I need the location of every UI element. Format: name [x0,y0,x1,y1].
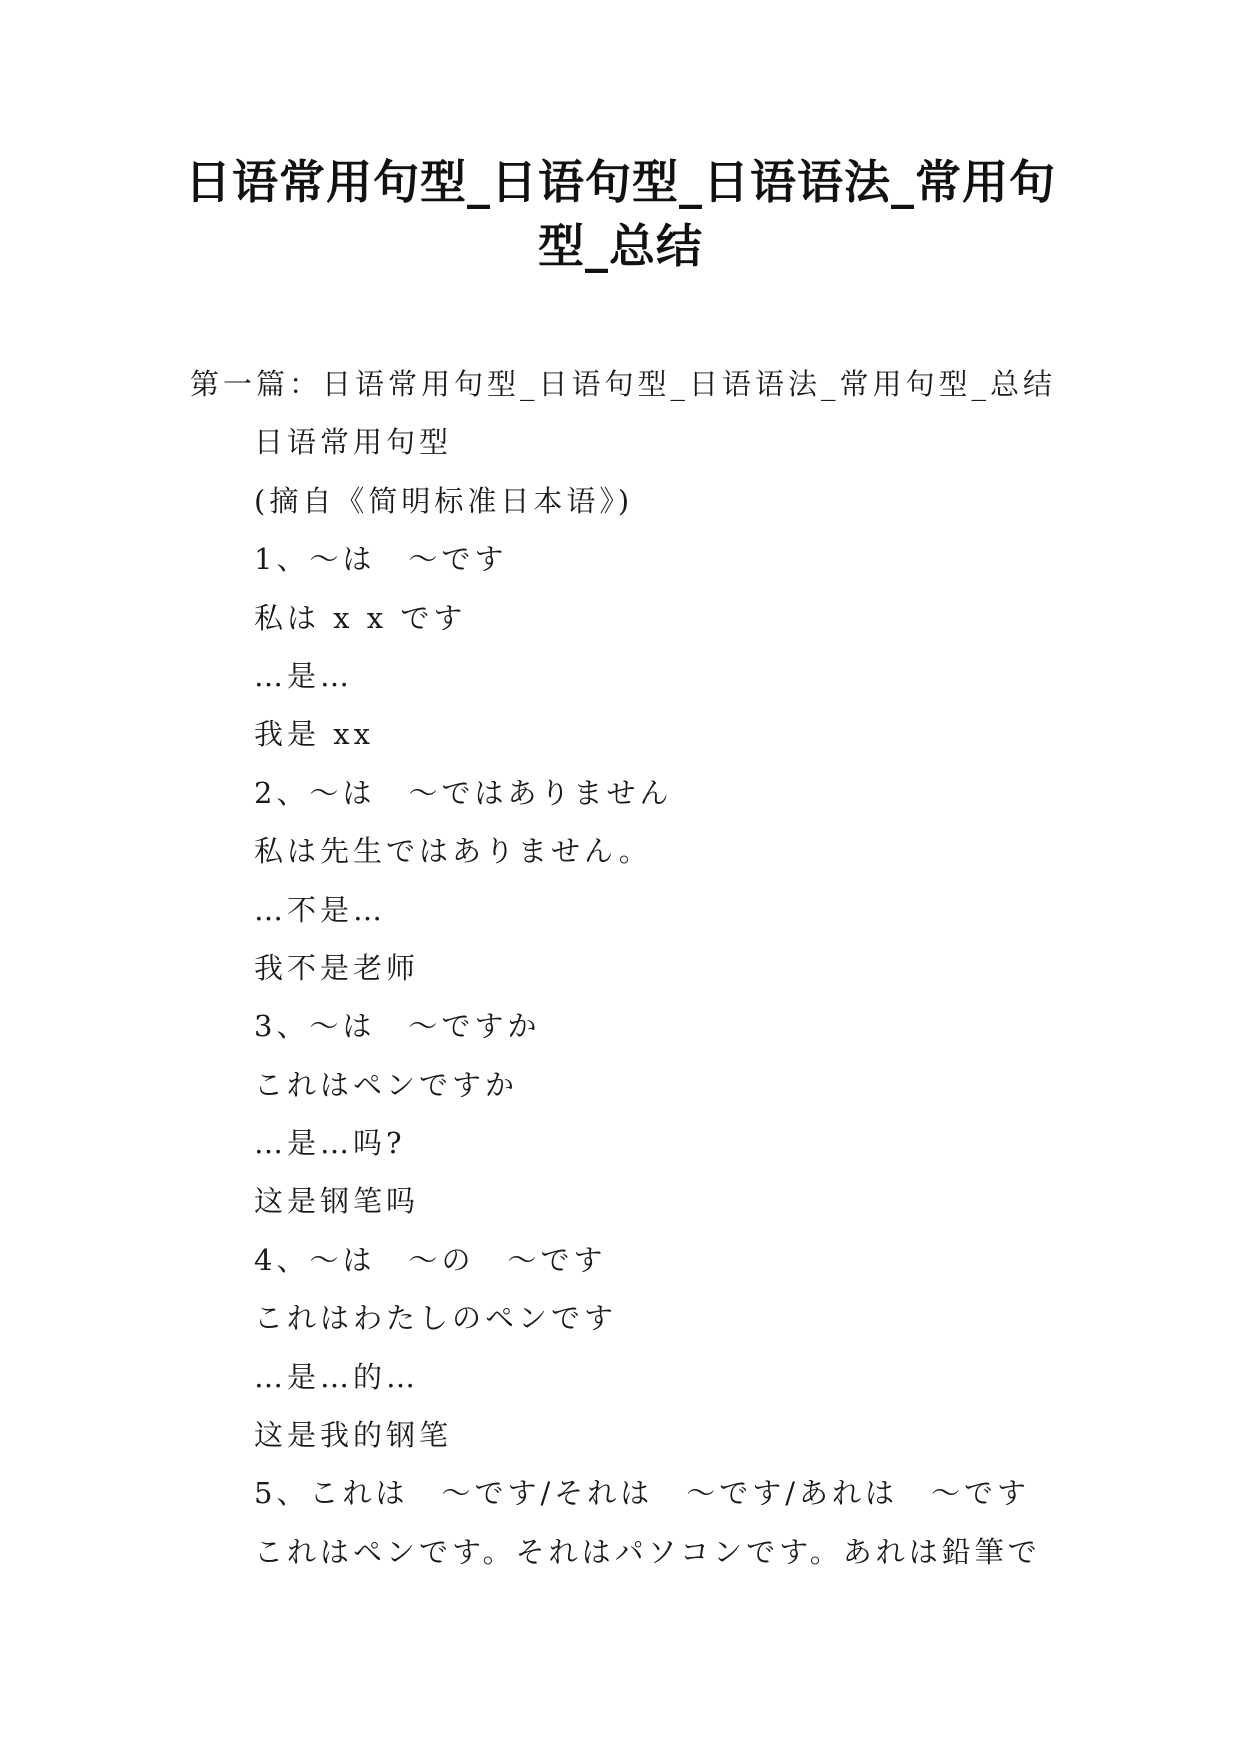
paragraph-line: 这是钢笔吗 [254,1184,420,1219]
title-line-2: 型_总结 [538,219,703,273]
paragraph-line: 私は先生ではありません。 [254,834,652,869]
paragraph-line: (摘自《简明标准日本语》) [254,483,634,518]
paragraph-line: 日语常用句型 [254,425,453,460]
paragraph-line: …是…的… [254,1359,420,1394]
paragraph-line: …是…吗? [254,1126,406,1161]
paragraph-line: 3、～は ～ですか [254,1009,541,1044]
paragraph-line: 5、これは ～です/それは ～です/あれは ～です [254,1476,1030,1511]
paragraph-line: …是… [254,658,354,693]
paragraph-line: 私は x x です [254,600,467,635]
paragraph-line: これはペンです。それはパソコンです。あれは鉛筆で [254,1534,1041,1569]
paragraph-line: これはわたしのペンです [254,1301,618,1336]
document-title [180,150,1061,278]
document-body [190,355,1070,1581]
section-heading: 第一篇：日语常用句型_日语句型_日语语法_常用句型_总结 [190,367,1057,401]
paragraph-line: …不是… [254,892,387,927]
paragraph-line: 我是 xx [254,717,374,752]
paragraph-line: これはペンですか [254,1067,519,1102]
paragraph-line: 4、～は ～の ～です [254,1242,607,1277]
paragraph-line: 1、～は ～です [254,542,508,577]
paragraph-line: 这是我的钢笔 [254,1418,453,1453]
paragraph-line: 我不是老师 [254,950,420,985]
title-line-1: 日语常用句型_日语句型_日语语法_常用句 [185,155,1056,209]
paragraph-line: 2、～は ～ではありません [254,775,673,810]
